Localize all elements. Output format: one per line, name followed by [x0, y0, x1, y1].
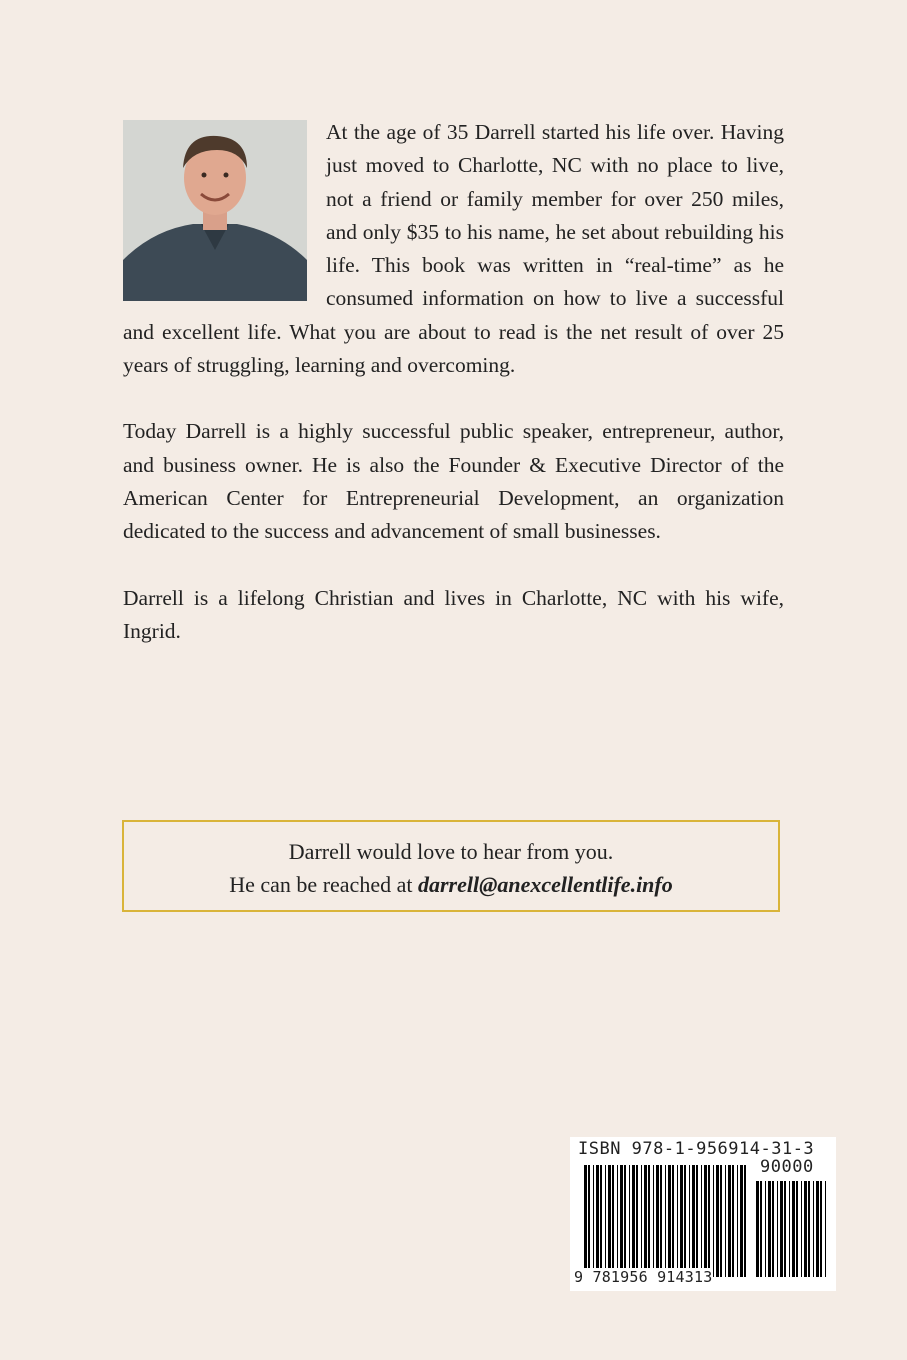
barcode-bar: [612, 1165, 614, 1277]
price-addon-label: 90000: [760, 1157, 814, 1177]
barcode-bar: [756, 1181, 759, 1277]
barcode-bar: [813, 1181, 814, 1277]
barcode-bar: [728, 1165, 731, 1277]
barcode-bar: [704, 1165, 707, 1277]
barcode-bar: [716, 1165, 719, 1277]
barcode-bar: [600, 1165, 602, 1277]
barcode-bar: [656, 1165, 659, 1277]
barcode-bar: [672, 1165, 674, 1277]
author-bio: [123, 116, 784, 681]
barcode-bar: [737, 1165, 738, 1277]
barcode-bar: [677, 1165, 678, 1277]
barcode-bar: [641, 1165, 642, 1277]
barcode-bar: [584, 1165, 587, 1277]
barcode-bar: [760, 1181, 762, 1277]
barcode-bar: [701, 1165, 702, 1277]
barcode-bar: [644, 1165, 647, 1277]
barcode-bar: [772, 1181, 774, 1277]
contact-email: darrell@anexcellentlife.info: [417, 872, 673, 897]
barcode-bar: [825, 1181, 826, 1277]
barcode-bar: [668, 1165, 671, 1277]
barcode-bar: [725, 1165, 726, 1277]
bio-paragraph-3: Darrell is a lifelong Christian and lives in Charlotte, NC with his wife, Ingrid.: [123, 585, 784, 643]
barcode-bar: [620, 1165, 623, 1277]
barcode-bar: [720, 1165, 722, 1277]
barcode-bar: [780, 1181, 783, 1277]
contact-line-1: Darrell would love to hear from you.: [288, 839, 614, 864]
barcode-bar: [665, 1165, 666, 1277]
bio-paragraph-1: At the age of 35 Darrell started his life over. Having just moved to Charlotte, NC with no place to live, not a friend or family member for over 250 miles, and only $35 to his name, he set about rebuilding his life. This book was written in “real-time” as he consumed information on how to live a successful and excellent life. What you are about to read is the net result of over 25 years of struggling, learning and overcoming.: [123, 120, 784, 378]
barcode-bar: [689, 1165, 690, 1277]
barcode-bar: [708, 1165, 710, 1277]
ean-digits: 9 781956 914313: [574, 1268, 713, 1286]
barcode-bar: [593, 1165, 594, 1277]
barcode-bar: [789, 1181, 790, 1277]
barcode-bar: [660, 1165, 662, 1277]
bio-paragraph-2: Today Darrell is a highly successful public speaker, entrepreneur, author, and business owner. He is also the Founder & Executive Director of the American Center for Entrepreneurial Development, an organization dedicated to the success and advancement of small businesses.: [123, 419, 784, 544]
barcode-bar: [648, 1165, 650, 1277]
barcode-bar: [629, 1165, 630, 1277]
barcode-bar: [808, 1181, 810, 1277]
isbn-label: ISBN 978-1-956914-31-3: [578, 1139, 815, 1159]
barcode-bar: [692, 1165, 695, 1277]
barcode-bar: [820, 1181, 822, 1277]
barcode-bar: [801, 1181, 802, 1277]
contact-prefix: He can be reached at: [229, 872, 418, 897]
author-photo-illustration: [123, 120, 307, 301]
barcode-bar: [777, 1181, 778, 1277]
barcode-bar: [768, 1181, 771, 1277]
barcode-bar: [696, 1165, 698, 1277]
barcode-bar: [784, 1181, 786, 1277]
barcode-bar: [684, 1165, 686, 1277]
barcode-bar: [653, 1165, 654, 1277]
barcode-bar: [792, 1181, 795, 1277]
barcode-bar: [744, 1165, 746, 1277]
contact-line-2: [124, 868, 778, 901]
barcode-bar: [605, 1165, 606, 1277]
barcode-bar: [588, 1165, 590, 1277]
barcode-bar: [765, 1181, 766, 1277]
barcode-bar: [632, 1165, 635, 1277]
barcode-bar: [740, 1165, 743, 1277]
barcode-bar: [636, 1165, 638, 1277]
barcode-bar: [816, 1181, 819, 1277]
barcode-bar: [617, 1165, 618, 1277]
barcode-bar: [596, 1165, 599, 1277]
author-photo: [123, 120, 307, 301]
barcode-bar: [804, 1181, 807, 1277]
barcode-bar: [732, 1165, 734, 1277]
barcode-bar: [608, 1165, 611, 1277]
contact-box: [122, 820, 780, 912]
barcode-bar: [680, 1165, 683, 1277]
barcode-bar: [624, 1165, 626, 1277]
barcode-bar: [713, 1165, 714, 1277]
barcode-bar: [796, 1181, 798, 1277]
isbn-barcode: [570, 1137, 836, 1291]
